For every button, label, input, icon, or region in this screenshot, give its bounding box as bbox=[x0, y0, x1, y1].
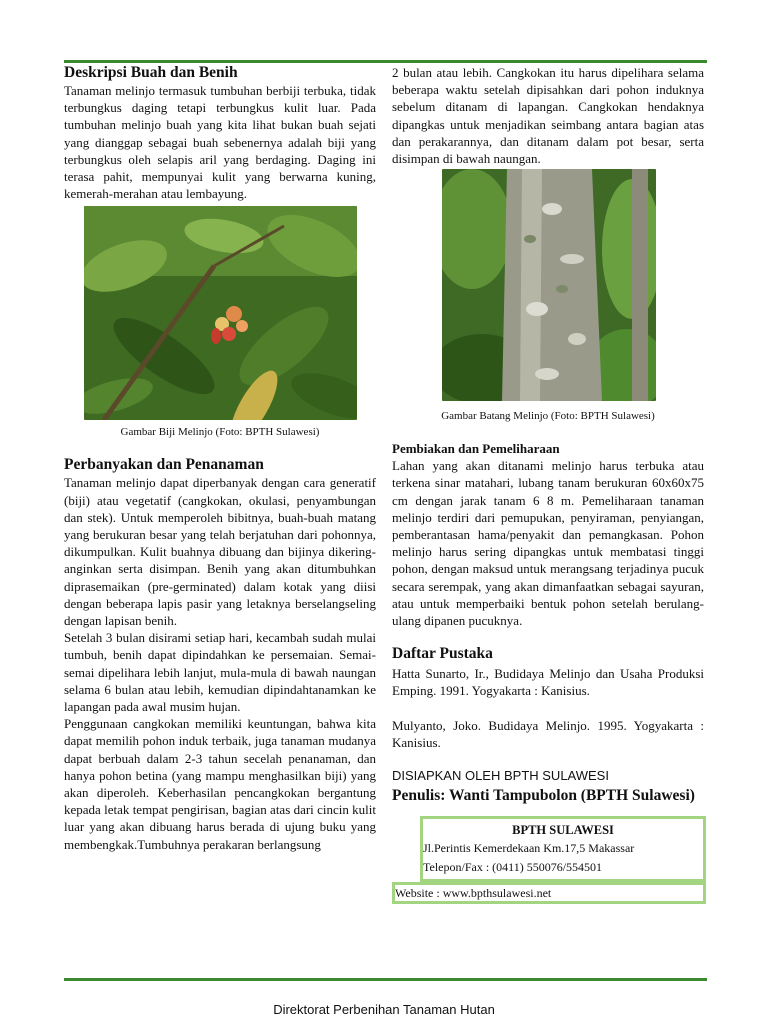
contact-box bbox=[420, 816, 706, 882]
bottom-rule bbox=[64, 978, 707, 981]
website-box bbox=[392, 882, 706, 904]
reference-1: Hatta Sunarto, Ir., Budidaya Melinjo dan Usaha Produksi Emping. 1991. Yogyakarta : Kanisius. bbox=[392, 666, 704, 699]
website-link[interactable]: Website : www.bpthsulawesi.net bbox=[395, 886, 552, 901]
right-column bbox=[392, 64, 704, 904]
paragraph-deskripsi: Tanaman melinjo termasuk tumbuhan berbiji terbuka, tidak terbungkus daging tetapi terbungkus kulit luar. Pada tumbuhan melinjo buah yang kita lihat bukan buah sejati yang dianggap sebagai buah sebenernya adalah biji yang terbungkus oleh selapis aril yang berdaging. Daging ini terasa pahit, mempunyai kulit yang berwarna kuning, kemerah-merahan atau lembayung. bbox=[64, 83, 376, 202]
paragraph-perbanyakan-2: Setelah 3 bulan disirami setiap hari, kecambah sudah mulai tumbuh, benih dapat dipindahkan ke persemaian. Semai-semai dipelihara lebih lanjut, mula-mula di bawah naungan selama 6 bulan atau lebih, kemudian dipindahtanamkan ke lapangan pada awal musim hujan. bbox=[64, 630, 376, 715]
heading-pembiakan: Pembiakan dan Pemeliharaan bbox=[392, 441, 560, 457]
caption-biji: Gambar Biji Melinjo (Foto: BPTH Sulawesi) bbox=[120, 426, 320, 439]
heading-daftar-pustaka: Daftar Pustaka bbox=[392, 645, 493, 663]
seed-leaves-image bbox=[84, 206, 357, 420]
prepared-by: DISIAPKAN OLEH BPTH SULAWESI bbox=[392, 768, 609, 784]
contact-title: BPTH SULAWESI bbox=[512, 823, 614, 838]
contact-phone: Telepon/Fax : (0411) 550076/554501 bbox=[423, 860, 603, 875]
contact-address: Jl.Perintis Kemerdekaan Km.17,5 Makassar bbox=[423, 841, 635, 856]
photo-batang-melinjo bbox=[442, 169, 656, 401]
footer-text: Direktorat Perbenihan Tanaman Hutan bbox=[273, 1002, 495, 1017]
photo-biji-melinjo bbox=[84, 206, 357, 420]
caption-batang: Gambar Batang Melinjo (Foto: BPTH Sulawesi) bbox=[441, 410, 655, 423]
paragraph-perbanyakan-3: Penggunaan cangkokan memiliki keuntungan, bahwa kita dapat memilih pohon induk terbaik, juga tanaman mudanya dapat berbuah dalam 2-3 tahun secelah penanaman, dan hanya pohon betina (yang mampu menghasilkan biji) yang akan diperoleh. Keberhasilan pencangkokan bergantung kepada letak tempat pengirisan, bagian atas dari cincin kulit luar yang akan dibuang harus berada di ujung buku yang membengkak.Tumbuhnya perakaran berlangsung bbox=[64, 716, 376, 852]
top-rule bbox=[64, 60, 707, 63]
paragraph-perbanyakan-1: Tanaman melinjo dapat diperbanyak dengan cara generatif (biji) atau vegetatif (cangkokan, okulasi, penyambungan dan stek). Untuk memperoleh bibitnya, buah-buah matang yang berukuran besar yang telah berjatuhan dari pohonnya, dikumpulkan. Kulit buahnya dibuang dan bijinya dikering-anginkan serta disimpan. Benih yang akan ditumbuhkan diprasemaikan (pre-germinated) dalam kotak yang diisi dengan beberapa lapis pasir yang letaknya berselangseling dengan lapisan benih. bbox=[64, 475, 376, 629]
paragraph-cangkokan-continued: 2 bulan atau lebih. Cangkokan itu harus dipelihara selama beberapa waktu setelah dipisahkan dari pohon induknya sebelum ditanam di lapangan. Cangkokan hendaknya dipangkas untuk menjadikan seimbang antara bagian atas dan perakarannya, dan ditanam dalam pot besar, serta disimpan di bawah naungan. bbox=[392, 65, 704, 167]
heading-deskripsi: Deskripsi Buah dan Benih bbox=[64, 64, 238, 81]
trunk-image bbox=[442, 169, 656, 401]
paragraph-pembiakan: Lahan yang akan ditanami melinjo harus terbuka atau terkena sinar matahari, lubang tanam berukuran 60x60x75 cm dengan jarak tanam 6 8 m. Pemeliharaan tanaman melinjo terdiri dari pemupukan, penyiraman, penyiangan, pemberantasan hama/penyakit dan pemangkasan. Pohon melinjo harus sering dipangkas untuk membatasi tinggi pohon, dengan maksud untuk merangsang terjadinya pucuk secara serempak, yang akan dimanfaatkan sebagai sayuran, atau untuk memperbaiki bentuk pohon setelah berulang-ulang dipanen pucuknya. bbox=[392, 458, 704, 629]
author: Penulis: Wanti Tampubolon (BPTH Sulawesi) bbox=[392, 787, 695, 805]
heading-perbanyakan: Perbanyakan dan Penanaman bbox=[64, 456, 264, 474]
reference-2: Mulyanto, Joko. Budidaya Melinjo. 1995. Yogyakarta : Kanisius. bbox=[392, 717, 704, 750]
left-column bbox=[64, 64, 376, 853]
